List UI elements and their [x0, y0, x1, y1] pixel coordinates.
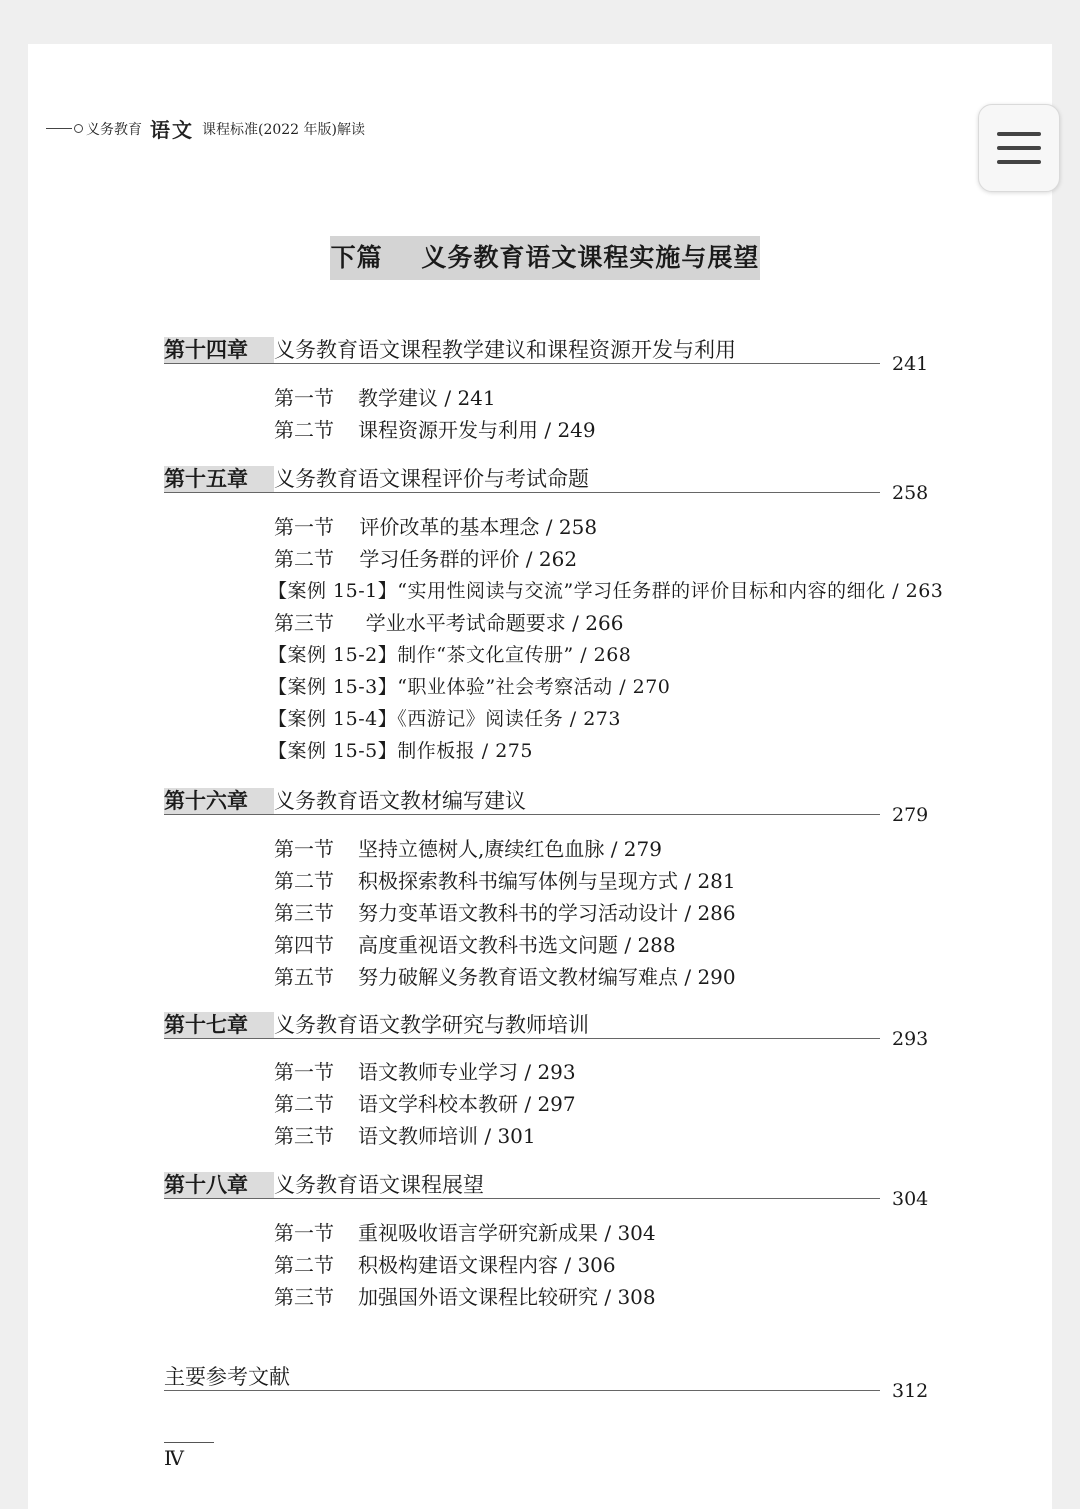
- running-header: [46, 114, 365, 143]
- header-suffix: 课程标准(2022 年版)解读: [202, 121, 366, 138]
- toc-case[interactable]: 【案例 15-5】制作板报 / 275: [268, 740, 533, 762]
- references-page: 312: [892, 1380, 929, 1402]
- chapter-number: 第十四章: [164, 337, 274, 363]
- toc-case[interactable]: 【案例 15-2】制作“茶文化宣传册” / 268: [268, 644, 632, 666]
- toc-section[interactable]: 第二节 积极构建语文课程内容 / 306: [274, 1253, 616, 1277]
- toc-section[interactable]: 第五节 努力破解义务教育语文教材编写难点 / 290: [274, 965, 736, 989]
- chapter-title: 义务教育语文课程评价与考试命题: [274, 467, 589, 491]
- toc-section[interactable]: 第一节 重视吸收语言学研究新成果 / 304: [274, 1221, 656, 1245]
- page-number: Ⅳ: [164, 1446, 184, 1470]
- chapter-number: 第十六章: [164, 788, 274, 814]
- header-prefix: 义务教育: [86, 121, 142, 138]
- toc-section[interactable]: 第三节 加强国外语文课程比较研究 / 308: [274, 1285, 656, 1309]
- toc-section[interactable]: 第三节 学业水平考试命题要求 / 266: [274, 611, 624, 635]
- chapter-title: 义务教育语文教材编写建议: [274, 789, 526, 813]
- chapter-title: 义务教育语文课程教学建议和课程资源开发与利用: [274, 338, 736, 362]
- chapter-number: 第十八章: [164, 1172, 274, 1198]
- chapter-page: 241: [892, 353, 929, 375]
- toc-section[interactable]: 第二节 学习任务群的评价 / 262: [274, 547, 578, 571]
- toc-section[interactable]: 第三节 语文教师培训 / 301: [274, 1124, 536, 1148]
- references-title: 主要参考文献: [164, 1365, 290, 1389]
- chapter-page: 293: [892, 1028, 929, 1050]
- header-subject: 语文: [150, 118, 194, 142]
- hamburger-menu-icon[interactable]: [978, 104, 1060, 192]
- toc-section[interactable]: 第一节 教学建议 / 241: [274, 386, 496, 410]
- chapter-15[interactable]: [164, 466, 880, 493]
- references-entry[interactable]: [164, 1364, 880, 1391]
- chapter-page: 279: [892, 804, 929, 826]
- chapter-title: 义务教育语文教学研究与教师培训: [274, 1013, 589, 1037]
- toc-section[interactable]: 第二节 语文学科校本教研 / 297: [274, 1092, 576, 1116]
- toc-section[interactable]: 第一节 语文教师专业学习 / 293: [274, 1060, 576, 1084]
- toc-section[interactable]: 第三节 努力变革语文教科书的学习活动设计 / 286: [274, 901, 736, 925]
- toc-case[interactable]: 【案例 15-3】“职业体验”社会考察活动 / 270: [268, 676, 671, 698]
- header-rule: [46, 128, 72, 129]
- part-title: 下篇 义务教育语文课程实施与展望: [330, 236, 760, 280]
- toc-case[interactable]: 【案例 15-1】“实用性阅读与交流”学习任务群的评价目标和内容的细化 / 263: [268, 580, 944, 602]
- chapter-title: 义务教育语文课程展望: [274, 1173, 484, 1197]
- chapter-page: 304: [892, 1188, 929, 1210]
- chapter-16[interactable]: [164, 788, 880, 815]
- chapter-14[interactable]: [164, 337, 880, 364]
- toc-section[interactable]: 第二节 课程资源开发与利用 / 249: [274, 418, 596, 442]
- toc-section[interactable]: 第一节 评价改革的基本理念 / 258: [274, 515, 598, 539]
- chapter-page: 258: [892, 482, 929, 504]
- toc-section[interactable]: 第四节 高度重视语文教科书选文问题 / 288: [274, 933, 676, 957]
- chapter-number: 第十五章: [164, 466, 274, 492]
- header-bullet-icon: [74, 124, 83, 133]
- toc-case[interactable]: 【案例 15-4】《西游记》阅读任务 / 273: [268, 708, 621, 730]
- chapter-18[interactable]: [164, 1172, 880, 1199]
- chapter-17[interactable]: [164, 1012, 880, 1039]
- chapter-number: 第十七章: [164, 1012, 274, 1038]
- toc-section[interactable]: 第一节 坚持立德树人,赓续红色血脉 / 279: [274, 837, 662, 861]
- footer-rule: [164, 1442, 214, 1443]
- toc-section[interactable]: 第二节 积极探索教科书编写体例与呈现方式 / 281: [274, 869, 736, 893]
